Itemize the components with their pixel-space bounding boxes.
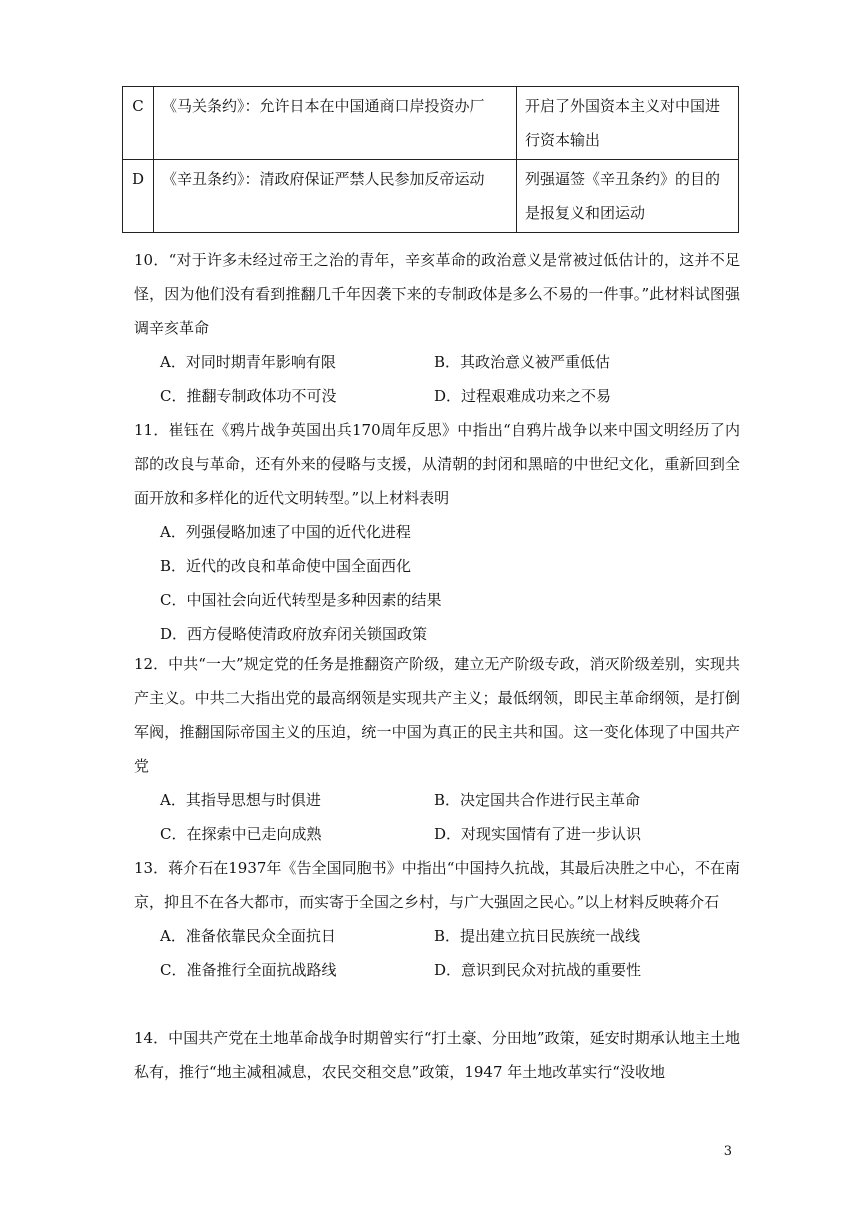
question-stem bbox=[134, 413, 740, 515]
option-c[interactable]: C．在探索中已走向成熟 bbox=[160, 825, 322, 843]
treaty-cell: 《马关条约》：允许日本在中国通商口岸投资办厂 bbox=[154, 87, 517, 160]
question-13 bbox=[134, 851, 740, 987]
question-12 bbox=[134, 647, 740, 851]
option-c[interactable]: C．中国社会向近代转型是多种因素的结果 bbox=[160, 591, 442, 609]
question-number: 14． bbox=[134, 1029, 169, 1047]
option-d[interactable]: D．过程艰难成功来之不易 bbox=[434, 387, 612, 405]
option-c[interactable]: C．准备推行全面抗战路线 bbox=[160, 961, 337, 979]
question-text: 崔钰在《鸦片战争英国出兵170周年反思》中指出“自鸦片战争以来中国文明经历了内部的改良与革命，还有外来的侵略与支援，从清朝的封闭和黑暗的中世纪文化，重新回到全面开放和多样化的近代文明转型。”以上材料表明 bbox=[134, 421, 740, 507]
option-b[interactable]: B．其政治意义被严重低估 bbox=[434, 353, 611, 371]
option-a[interactable]: A．对同时期青年影响有限 bbox=[160, 353, 336, 371]
option-b[interactable]: B．近代的改良和革命使中国全面西化 bbox=[160, 557, 412, 575]
question-text: 中国共产党在土地革命战争时期曾实行“打土豪、分田地”政策，延安时期承认地主土地私有，推行“地主减租减息，农民交租交息”政策，1947 年土地改革实行“没收地 bbox=[134, 1029, 740, 1081]
page-number: 3 bbox=[723, 1144, 732, 1159]
question-number: 10． bbox=[134, 251, 169, 269]
row-letter: D bbox=[123, 160, 154, 233]
table-row bbox=[123, 87, 739, 160]
option-d[interactable]: D．西方侵略使清政府放弃闭关锁国政策 bbox=[160, 625, 428, 643]
option-c[interactable]: C．推翻专制政体功不可没 bbox=[160, 387, 337, 405]
question-14 bbox=[134, 1021, 740, 1089]
options-table bbox=[122, 86, 739, 233]
question-stem bbox=[134, 243, 740, 345]
effect-cell: 开启了外国资本主义对中国进行资本输出 bbox=[517, 87, 739, 160]
option-a[interactable]: A．列强侵略加速了中国的近代化进程 bbox=[160, 523, 411, 541]
table-row bbox=[123, 160, 739, 233]
question-11 bbox=[134, 413, 740, 651]
question-10 bbox=[134, 243, 740, 413]
row-letter: C bbox=[123, 87, 154, 160]
option-a[interactable]: A．其指导思想与时俱进 bbox=[160, 791, 321, 809]
question-text: 中共“一大”规定党的任务是推翻资产阶级，建立无产阶级专政，消灭阶级差别，实现共产主义。中共二大指出党的最高纲领是实现共产主义；最低纲领，即民主革命纲领，是打倒军阀，推翻国际帝国主义的压迫，统一中国为真正的民主共和国。这一变化体现了中国共产党 bbox=[134, 655, 740, 775]
option-d[interactable]: D．意识到民众对抗战的重要性 bbox=[434, 961, 642, 979]
option-b[interactable]: B．决定国共合作进行民主革命 bbox=[434, 791, 641, 809]
question-stem bbox=[134, 647, 740, 783]
question-text: “对于许多未经过帝王之治的青年，辛亥革命的政治意义是常被过低估计的，这并不足怪，因为他们没有看到推翻几千年因袭下来的专制政体是多么不易的一件事。”此材料试图强调辛亥革命 bbox=[134, 251, 740, 337]
question-number: 11． bbox=[134, 421, 169, 439]
treaty-cell: 《辛丑条约》：清政府保证严禁人民参加反帝运动 bbox=[154, 160, 517, 233]
option-d[interactable]: D．对现实国情有了进一步认识 bbox=[434, 825, 642, 843]
option-b[interactable]: B．提出建立抗日民族统一战线 bbox=[434, 927, 641, 945]
question-number: 13． bbox=[134, 859, 169, 877]
option-a[interactable]: A．准备依靠民众全面抗日 bbox=[160, 927, 336, 945]
question-text: 蒋介石在1937年《告全国同胞书》中指出“中国持久抗战，其最后决胜之中心，不在南京，抑且不在各大都市，而实寄于全国之乡村，与广大强固之民心。”以上材料反映蒋介石 bbox=[134, 859, 740, 911]
question-stem bbox=[134, 851, 740, 919]
question-stem bbox=[134, 1021, 740, 1089]
question-number: 12． bbox=[134, 655, 169, 673]
effect-cell: 列强逼签《辛丑条约》的目的是报复义和团运动 bbox=[517, 160, 739, 233]
